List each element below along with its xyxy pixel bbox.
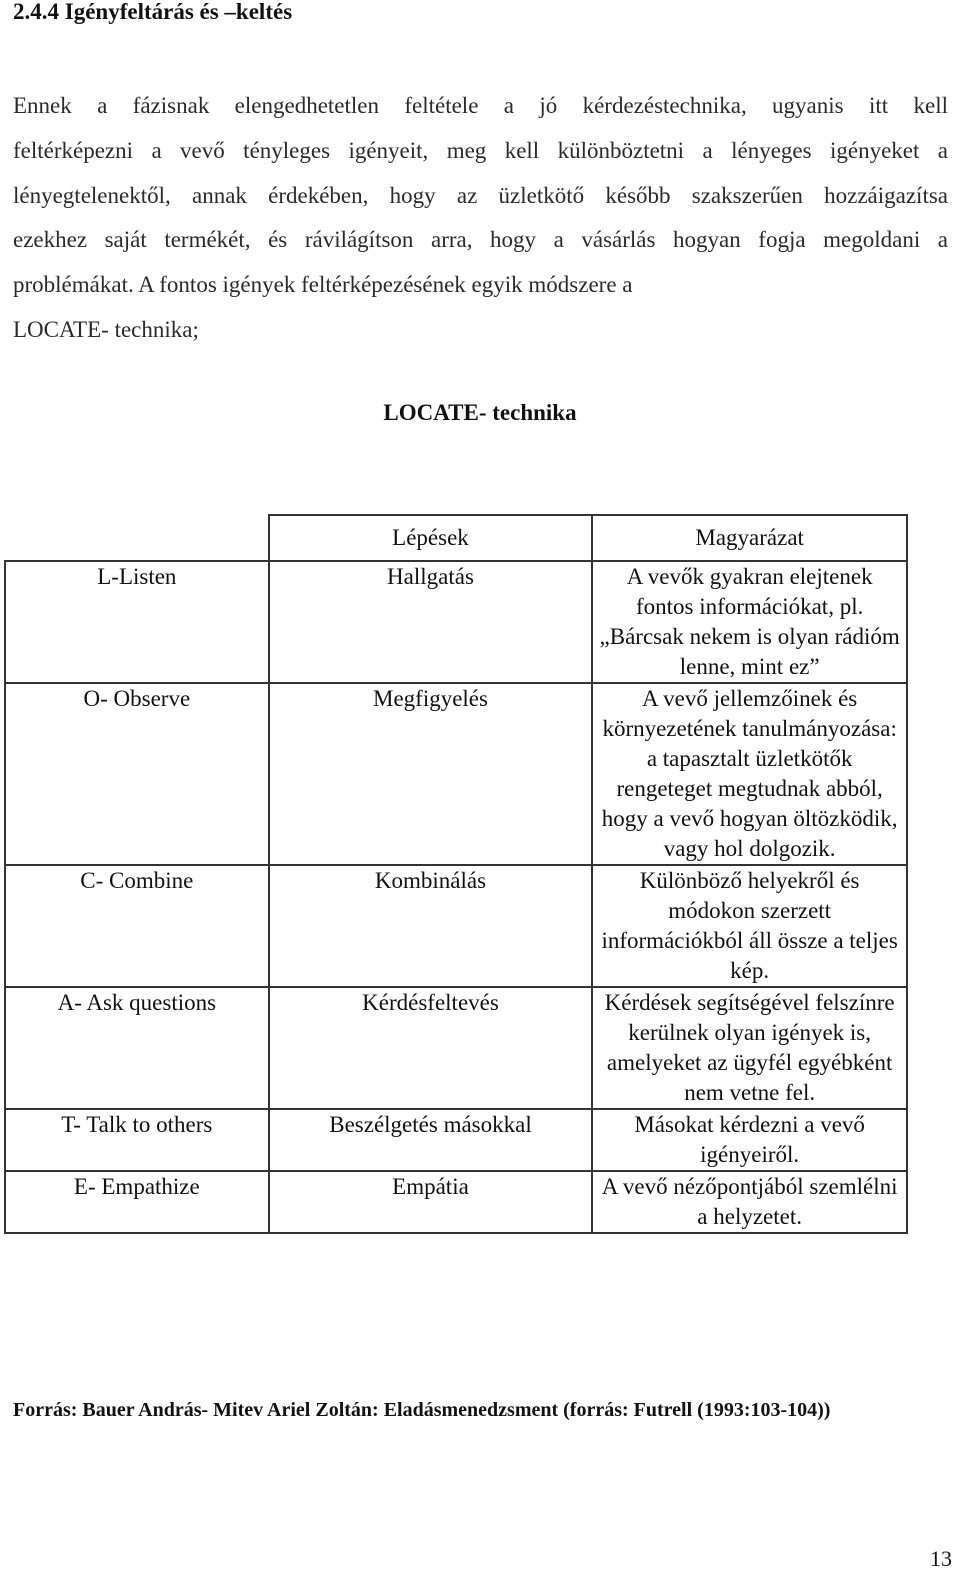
table-cell-step: Kérdésfeltevés [269, 987, 593, 1109]
header-cell-explanation: Magyarázat [592, 515, 907, 561]
table-row [5, 1171, 907, 1233]
table-cell-letter: O- Observe [5, 683, 269, 865]
locate-table [4, 514, 908, 1234]
table-row [5, 865, 907, 987]
table-cell-step: Hallgatás [269, 561, 593, 683]
table-cell-letter: L-Listen [5, 561, 269, 683]
table-cell-explanation: Kérdések segítségével felszínre kerülnek olyan igények is, amelyeket az ügyfél egyébként nem vetne fel. [592, 987, 907, 1109]
table-cell-letter: T- Talk to others [5, 1109, 269, 1171]
table-cell-explanation: A vevők gyakran elejtenek fontos információkat, pl. „Bárcsak nekem is olyan rádióm lenne, mint ez” [592, 561, 907, 683]
table-cell-letter: A- Ask questions [5, 987, 269, 1109]
intro-line: ezekhez saját termékét, és rávilágítson arra, hogy a vásárlás hogyan fogja megoldani a [13, 227, 948, 253]
table-cell-step: Beszélgetés másokkal [269, 1109, 593, 1171]
table-cell-explanation: A vevő jellemzőinek és környezetének tanulmányozása: a tapasztalt üzletkötők rengeteget megtudnak abból, hogy a vevő hogyan öltözködik, vagy hol dolgozik. [592, 683, 907, 865]
table-cell-step: Megfigyelés [269, 683, 593, 865]
table-row [5, 1109, 907, 1171]
intro-paragraph [13, 84, 948, 353]
table-cell-step: Empátia [269, 1171, 593, 1233]
page-number: 13 [930, 1546, 952, 1571]
intro-line: LOCATE- technika; [13, 316, 199, 342]
header-cell-steps: Lépések [269, 515, 593, 561]
section-heading: 2.4.4 Igényfeltárás és –keltés [13, 0, 293, 24]
table-row [5, 987, 907, 1109]
table-cell-step: Kombinálás [269, 865, 593, 987]
table-row [5, 561, 907, 683]
intro-line: feltérképezni a vevő tényleges igényeit, meg kell különböztetni a lényeges igényeket a [13, 137, 948, 163]
source-note: Forrás: Bauer András- Mitev Ariel Zoltán: Eladásmenedzsment (forrás: Futrell (1993:103-104)) [13, 1399, 831, 1421]
table-row [5, 683, 907, 865]
table-caption: LOCATE- technika [383, 400, 577, 425]
table-cell-letter: E- Empathize [5, 1171, 269, 1233]
intro-line: Ennek a fázisnak elengedhetetlen feltétele a jó kérdezéstechnika, ugyanis itt kell [13, 93, 948, 118]
table-cell-letter: C- Combine [5, 865, 269, 987]
intro-line: problémákat. A fontos igények feltérképezésének egyik módszere a [13, 272, 633, 298]
intro-line: lényegtelenektől, annak érdekében, hogy az üzletkötő később szakszerűen hozzáigazítsa [13, 182, 948, 208]
table-cell-explanation: Különböző helyekről és módokon szerzett információkból áll össze a teljes kép. [592, 865, 907, 987]
table-cell-explanation: A vevő nézőpontjából szemlélni a helyzetet. [592, 1171, 907, 1233]
header-cell-blank [5, 515, 269, 561]
table-cell-explanation: Másokat kérdezni a vevő igényeiről. [592, 1109, 907, 1171]
table-header-row [5, 515, 907, 561]
